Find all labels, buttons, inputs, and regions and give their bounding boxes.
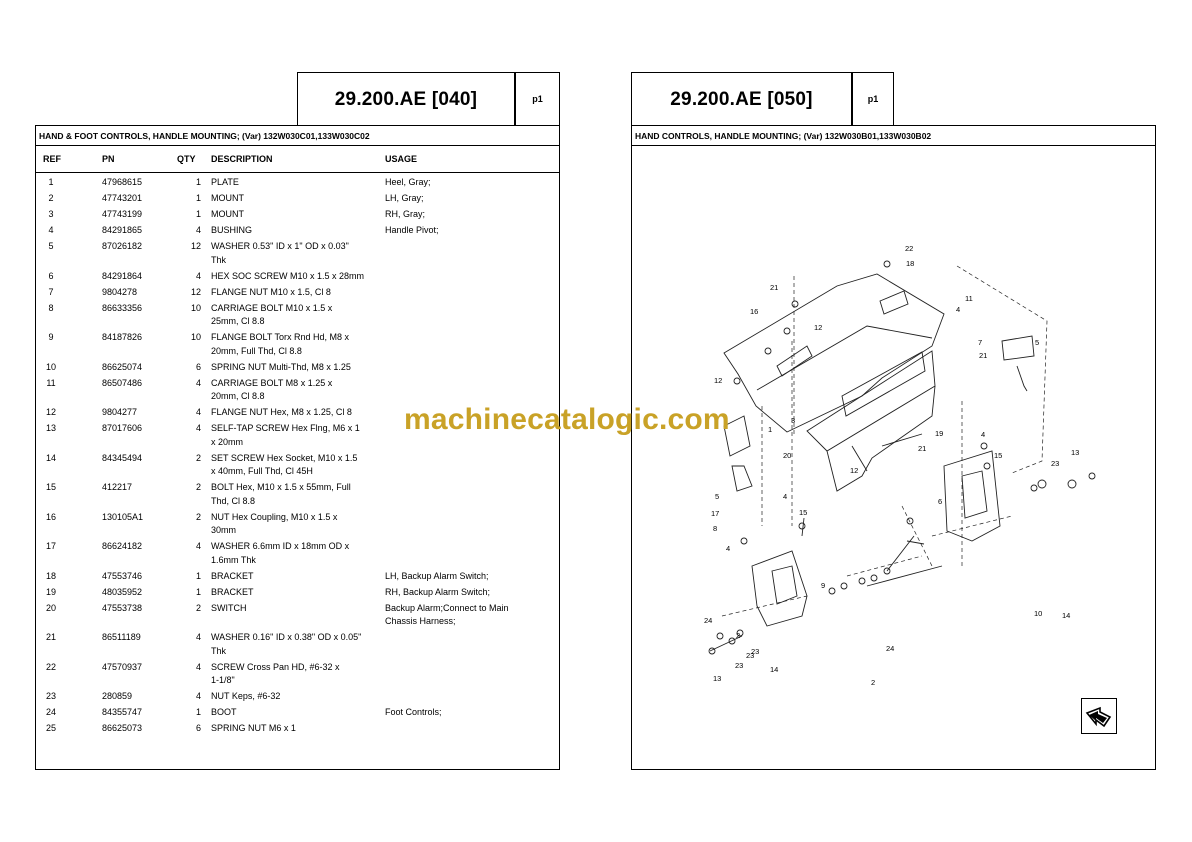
cell-description: CARRIAGE BOLT M10 x 1.5 x 25mm, Cl 8.8 (211, 302, 333, 326)
callout-label: 2 (736, 631, 741, 640)
cell-description: BOLT Hex, M10 x 1.5 x 55mm, Full Thd, Cl 8.8 (211, 482, 351, 506)
cell-ref: 18 (45, 570, 56, 581)
cell-description: WASHER 0.16" ID x 0.38" OD x 0.05" Thk (211, 632, 362, 656)
callout-label: 4 (956, 305, 961, 314)
cell-qty: 12 (190, 286, 201, 297)
cell-ref: 1 (48, 177, 54, 187)
table-row (36, 270, 559, 286)
right-page-number-box (852, 72, 894, 126)
cell-qty: 2 (195, 452, 201, 463)
cell-ref: 3 (48, 209, 54, 219)
cell-ref: 15 (45, 482, 56, 492)
cell-qty: 2 (195, 602, 201, 613)
cell-pn: 87017606 (102, 423, 143, 433)
cell-qty: 1 (195, 209, 201, 219)
callout-label: 13 (713, 674, 722, 683)
callout-label: 5 (1035, 338, 1040, 347)
cell-description: FLANGE BOLT Torx Rnd Hd, M8 x 20mm, Full Thd, Cl 8.8 (211, 332, 350, 356)
cell-pn: 47968615 (102, 177, 143, 187)
table-row (36, 481, 559, 511)
table-row (36, 452, 559, 482)
callout-label: 12 (814, 323, 823, 332)
cell-pn: 130105A1 (102, 511, 144, 522)
callout-label: 3 (791, 416, 796, 425)
cell-usage: LH, Backup Alarm Switch; (385, 570, 489, 581)
callout-label: 12 (714, 376, 723, 385)
callout-label: 23 (735, 661, 744, 670)
cell-description: BRACKET (211, 586, 254, 597)
parts-table-body (36, 176, 559, 738)
cell-pn: 84187826 (102, 332, 143, 342)
table-row (36, 722, 559, 738)
cell-pn: 86633356 (102, 302, 143, 313)
cell-qty: 4 (195, 423, 201, 433)
table-row (36, 240, 559, 270)
right-title-box (631, 72, 852, 126)
callout-label: 12 (850, 466, 859, 475)
callout-label: 7 (978, 338, 983, 347)
table-row (36, 286, 559, 302)
cell-ref: 7 (48, 286, 54, 297)
cell-description: FLANGE NUT Hex, M8 x 1.25, Cl 8 (211, 407, 352, 417)
callout-label: 23 (746, 651, 755, 660)
callout-label: 17 (711, 509, 720, 518)
cell-qty: 1 (195, 586, 201, 597)
callout-label: 1 (768, 425, 773, 434)
callout-label: 18 (906, 259, 915, 268)
cell-qty: 10 (190, 332, 201, 342)
cell-pn: 86511189 (102, 632, 141, 642)
table-row (36, 586, 559, 602)
cell-description: HEX SOC SCREW M10 x 1.5 x 28mm (211, 270, 365, 281)
callout-label: 4 (726, 544, 731, 553)
cell-qty: 4 (195, 377, 201, 388)
table-row (36, 176, 559, 192)
table-row (36, 631, 559, 661)
callout-label: 15 (799, 508, 808, 517)
cell-usage: RH, Gray; (385, 209, 426, 219)
cell-ref: 13 (45, 423, 56, 433)
cell-description: SCREW Cross Pan HD, #6-32 x 1-1/8" (211, 661, 340, 685)
callout-label: 6 (938, 497, 943, 506)
cell-description: SPRING NUT Multi-Thd, M8 x 1.25 (211, 361, 351, 372)
callout-label: 15 (994, 451, 1003, 460)
cell-ref: 17 (45, 541, 56, 551)
next-page-arrow-icon[interactable] (1081, 698, 1117, 734)
cell-pn: 86507486 (102, 377, 143, 388)
cell-usage: Handle Pivot; (385, 225, 439, 235)
callout-label: 21 (979, 351, 988, 360)
cell-pn: 84291865 (102, 225, 143, 235)
cell-pn: 87026182 (102, 241, 143, 251)
table-row (36, 208, 559, 224)
cell-ref: 12 (45, 407, 56, 417)
cell-pn: 47743199 (102, 209, 143, 219)
left-page-title: 29.200.AE [040] (334, 89, 478, 110)
callout-label: 16 (750, 307, 759, 316)
cell-ref: 20 (45, 602, 56, 613)
cell-description: WASHER 0.53" ID x 1" OD x 0.03" Thk (211, 241, 349, 265)
table-row (36, 361, 559, 377)
callout-label: 13 (1071, 448, 1080, 457)
table-row (36, 302, 559, 332)
left-section-heading: HAND & FOOT CONTROLS, HANDLE MOUNTING; (Var) 132W030C01,133W030C02 (36, 126, 559, 146)
cell-usage: RH, Backup Alarm Switch; (385, 586, 491, 597)
cell-qty: 1 (195, 177, 201, 187)
cell-pn: 47553746 (102, 570, 143, 581)
cell-pn: 47743201 (102, 193, 143, 203)
callout-label: 9 (821, 581, 826, 590)
callout-label: 14 (770, 665, 779, 674)
parts-table-header (36, 146, 559, 173)
lower-mount (752, 551, 807, 626)
cell-qty: 4 (195, 691, 201, 701)
cell-usage: Heel, Gray; (385, 177, 431, 187)
cell-description: SET SCREW Hex Socket, M10 x 1.5 x 40mm, Full Thd, Cl 45H (211, 452, 358, 476)
col-ref: REF (43, 154, 61, 164)
table-row (36, 511, 559, 541)
right-page-title: 29.200.AE [050] (670, 89, 813, 110)
cell-description: SWITCH (211, 602, 247, 613)
cell-qty: 1 (195, 570, 201, 581)
cell-pn: 47570937 (102, 661, 143, 672)
callout-label: 5 (715, 492, 720, 501)
table-row (36, 540, 559, 570)
cell-qty: 4 (195, 407, 201, 417)
cell-pn: 9804278 (102, 286, 138, 297)
cell-description: BRACKET (211, 570, 254, 581)
parts-list-panel (35, 125, 560, 770)
cell-qty: 2 (195, 511, 201, 522)
cell-usage: LH, Gray; (385, 193, 424, 203)
cell-description: CARRIAGE BOLT M8 x 1.25 x 20mm, Cl 8.8 (211, 377, 333, 401)
cell-qty: 6 (195, 361, 201, 372)
cell-qty: 2 (195, 482, 201, 492)
cell-description: WASHER 6.6mm ID x 18mm OD x 1.6mm Thk (211, 541, 350, 565)
cell-qty: 12 (190, 241, 201, 251)
cell-ref: 21 (45, 632, 56, 642)
cell-ref: 22 (45, 661, 56, 672)
cell-description: NUT Hex Coupling, M10 x 1.5 x 30mm (211, 511, 338, 535)
table-row (36, 570, 559, 586)
cell-ref: 5 (48, 241, 54, 251)
col-description: DESCRIPTION (211, 154, 273, 164)
cell-ref: 25 (45, 723, 56, 733)
cell-description: MOUNT (211, 193, 244, 203)
table-row (36, 706, 559, 722)
col-qty: QTY (177, 154, 196, 164)
cell-ref: 2 (48, 193, 54, 203)
cell-qty: 4 (195, 541, 201, 551)
cell-pn: 47553738 (102, 602, 143, 613)
cell-qty: 4 (195, 270, 201, 281)
cell-pn: 84355747 (102, 707, 143, 717)
table-row (36, 661, 559, 691)
table-row (36, 192, 559, 208)
table-row (36, 602, 559, 632)
callout-label: 2 (871, 678, 876, 687)
cell-pn: 280859 (102, 691, 133, 701)
cell-description: PLATE (211, 177, 239, 187)
cell-qty: 4 (195, 661, 201, 672)
cell-qty: 10 (190, 302, 201, 313)
watermark-text: machinecatalogic.com (404, 403, 730, 436)
cell-pn: 84345494 (102, 452, 143, 463)
cell-usage: Backup Alarm;Connect to Main Chassis Harness; (385, 602, 509, 626)
callout-label: 21 (770, 283, 779, 292)
cell-ref: 11 (46, 377, 56, 388)
callout-label: 23 (1051, 459, 1060, 468)
cell-ref: 23 (45, 691, 56, 701)
left-page-number: p1 (532, 94, 543, 104)
cell-ref: 8 (48, 302, 54, 313)
cell-description: SPRING NUT M6 x 1 (211, 723, 296, 733)
left-page-number-box (515, 72, 560, 126)
cell-qty: 6 (195, 723, 201, 733)
main-plate (724, 274, 944, 432)
table-row (36, 377, 559, 407)
callout-label: 22 (905, 244, 914, 253)
callout-label: 11 (965, 294, 973, 303)
right-section-heading: HAND CONTROLS, HANDLE MOUNTING; (Var) 132W030B01,133W030B02 (632, 126, 1155, 146)
cell-description: BUSHING (211, 225, 253, 235)
table-row (36, 690, 559, 706)
callout-label: 4 (783, 492, 788, 501)
col-usage: USAGE (385, 154, 418, 164)
cell-pn: 412217 (102, 482, 133, 492)
exploded-parts-diagram (632, 146, 1155, 769)
callout-label: 14 (1062, 611, 1071, 620)
table-row (36, 331, 559, 361)
col-pn: PN (102, 154, 115, 164)
right-mount (944, 451, 1003, 541)
diagram-panel (631, 125, 1156, 770)
cell-description: BOOT (211, 707, 237, 717)
cell-ref: 6 (48, 270, 54, 281)
callout-label: 10 (1034, 609, 1043, 618)
callout-label: 19 (935, 429, 944, 438)
cell-usage: Foot Controls; (385, 707, 442, 717)
cell-ref: 24 (45, 707, 56, 717)
cell-description: FLANGE NUT M10 x 1.5, Cl 8 (211, 286, 331, 297)
cell-ref: 4 (48, 225, 54, 235)
left-title-box (297, 72, 515, 126)
cell-qty: 1 (195, 707, 201, 717)
cell-pn: 86625073 (102, 723, 143, 733)
right-page-number: p1 (867, 94, 879, 104)
cell-description: MOUNT (211, 209, 244, 219)
cell-qty: 1 (195, 193, 201, 203)
cell-qty: 4 (195, 225, 201, 235)
callout-label: 24 (886, 644, 895, 653)
cell-pn: 86624182 (102, 541, 143, 551)
cell-ref: 16 (45, 511, 56, 522)
cell-ref: 9 (48, 332, 54, 342)
table-row (36, 224, 559, 240)
cell-pn: 48035952 (102, 586, 143, 597)
cell-pn: 84291864 (102, 270, 143, 281)
cell-ref: 14 (45, 452, 56, 463)
callout-label: 4 (981, 430, 986, 439)
callout-label: 21 (918, 444, 927, 453)
callout-label: 8 (713, 524, 718, 533)
callout-label: 24 (704, 616, 713, 625)
callout-label: 23 (751, 647, 760, 656)
cell-pn: 86625074 (102, 361, 143, 372)
cell-ref: 10 (45, 361, 56, 372)
callout-label: 20 (783, 451, 792, 460)
cell-description: NUT Keps, #6-32 (211, 691, 281, 701)
cell-pn: 9804277 (102, 407, 138, 417)
cell-qty: 4 (195, 632, 201, 642)
cell-description: SELF-TAP SCREW Hex Flng, M6 x 1 x 20mm (211, 423, 360, 447)
cell-ref: 19 (45, 586, 56, 597)
